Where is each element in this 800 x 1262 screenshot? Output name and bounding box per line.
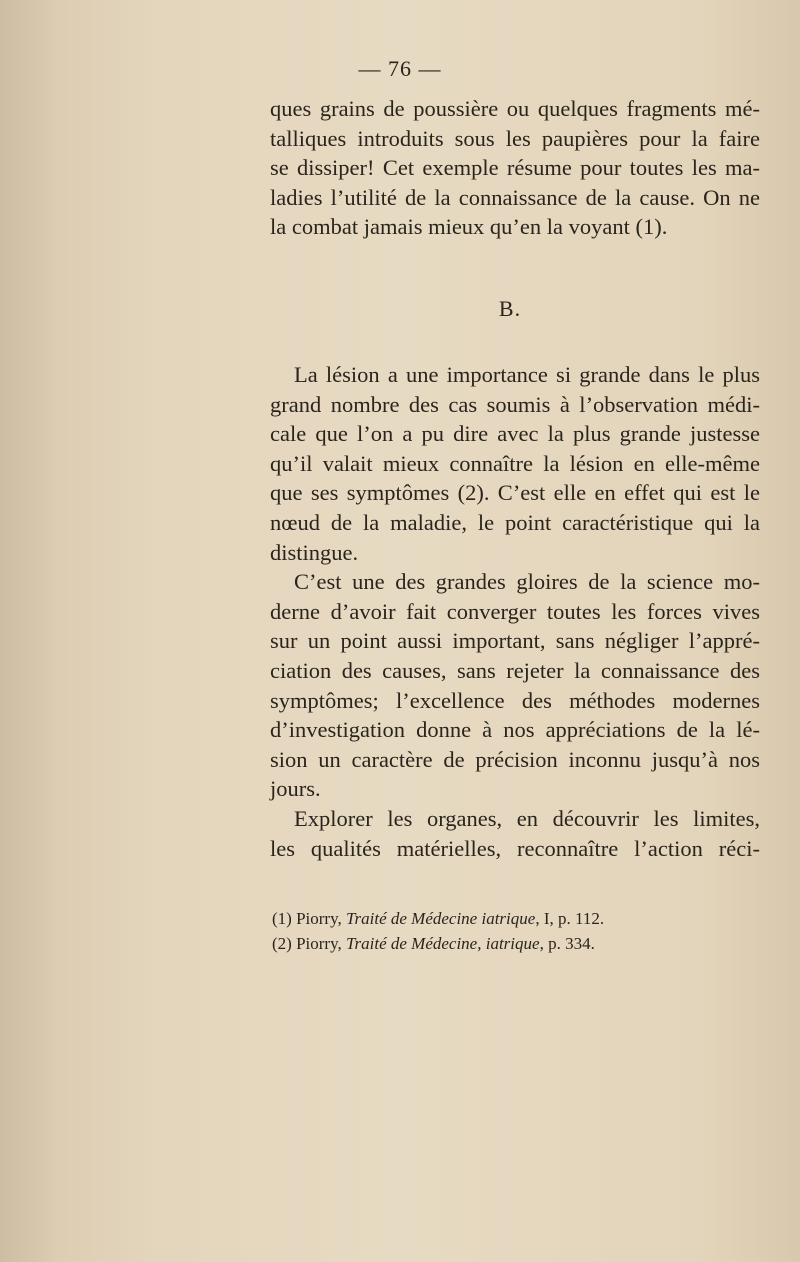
text-line: sion un caractère de précision inconnu jusqu’à nos [270, 746, 760, 772]
footnote-title: Traité de Médecine, iatrique [345, 934, 540, 953]
text-line: talliques introduits sous les paupières pour la faire [270, 125, 760, 151]
footnote-reference: , I, p. 112. [535, 909, 605, 928]
text-line: C’est une des grandes gloires de la science mo- [294, 569, 760, 595]
text-line: se dissiper! Cet exemple résume pour toutes les ma- [270, 155, 760, 181]
text-line: sur un point aussi important, sans négliger l’appré- [270, 628, 760, 654]
text-line: La lésion a une importance si grande dans le plus [294, 362, 760, 387]
text-line: ques grains de poussière ou quelques fragments mé- [270, 96, 760, 121]
text-line: ladies l’utilité de la connaissance de la cause. On ne [270, 184, 760, 210]
footnote-author: Piorry, [296, 934, 342, 953]
footnote-author: Piorry, [296, 909, 342, 928]
body-text [270, 360, 760, 863]
page-number: — 76 — [358, 56, 442, 81]
footnote [272, 906, 772, 931]
text-line: qu’il valait mieux connaître la lésion en elle-même [270, 450, 760, 476]
text-line: que ses symptômes (2). C’est elle en effet qui est le [270, 480, 760, 506]
footnote-reference: , p. 334. [539, 934, 595, 953]
footnote-marker: (2) [272, 934, 292, 953]
paragraph [270, 360, 760, 567]
footnote-title: Traité de Médecine iatrique [345, 909, 536, 928]
text-line: symptômes; l’excellence des méthodes modernes [270, 687, 760, 713]
text-line: d’investigation donne à nos appréciations de la lé- [270, 717, 760, 743]
text-line: les qualités matérielles, reconnaître l’action réci- [270, 835, 760, 861]
paragraph-continued [270, 94, 760, 242]
text-line: jours. [270, 776, 321, 802]
text-line: grand nombre des cas soumis à l’observation médi- [270, 391, 760, 417]
text-line: distingue. [270, 539, 359, 565]
text-line: ciation des causes, sans rejeter la connaissance des [270, 657, 760, 683]
text-line: nœud de la maladie, le point caractéristique qui la [270, 509, 760, 535]
section-heading: B. [498, 296, 522, 321]
footnote [272, 931, 772, 956]
text-line: derne d’avoir fait converger toutes les forces vives [270, 598, 760, 624]
paragraph [270, 804, 760, 863]
footnote-marker: (1) [272, 909, 292, 928]
text-line: Explorer les organes, en découvrir les limites, [294, 805, 760, 831]
paragraph [270, 567, 760, 804]
footnotes [272, 906, 772, 956]
text-line: cale que l’on a pu dire avec la plus grande justesse [270, 421, 760, 447]
text-line: la combat jamais mieux qu’en la voyant (1). [270, 214, 668, 240]
